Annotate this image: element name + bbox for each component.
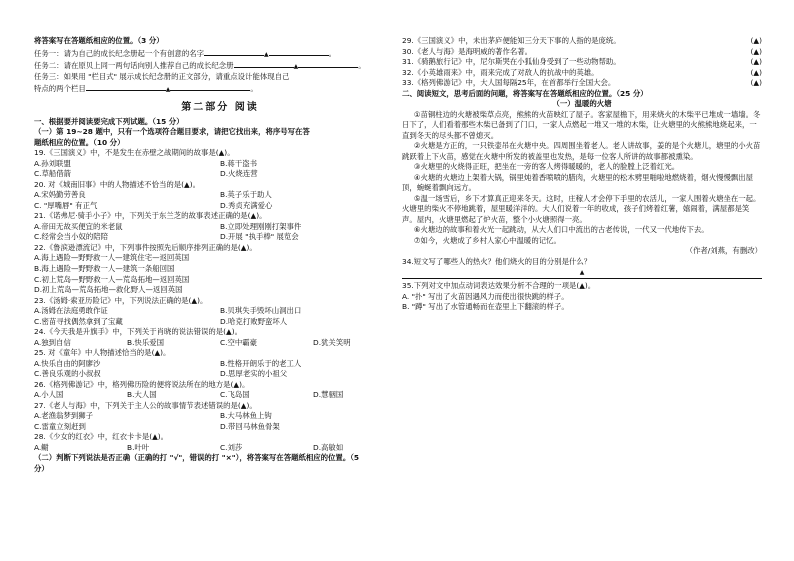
question-23: 23.《汤姆·索亚历险记》中，下列说法正确的是(▲)。 <box>34 295 208 305</box>
right-column <box>402 36 762 313</box>
article-paragraph-2: ②火塘是方正的，一只铁壶吊在火塘中央。四周围坐着老人。老人讲故事，姜的是个火塘儿，塘里的小火苗跳跃着上下火苗，感觉在火塘中所发的被盖里也发热，是每一位客人所讲的故事都被熏染。 <box>402 141 761 161</box>
q22-option-a: A.海上遇险—野野救一人—建筑住宅—返回英国 <box>34 253 190 263</box>
answer-blank <box>204 47 264 56</box>
q21-options-2: C.经常会当小奴的陪陪 D.开展 "执手棒" 展览会 <box>34 232 299 242</box>
article-paragraph-5: ⑤温一场雪后，乡下才算真正迎来冬天。这时，庄稼人才会停下手里的农活儿，一家人围着火塘坐在一起。火塘里的柴火不停地跳着，屋里暖洋洋的。大人们说着一年的收成，孩子们烤着红薯，嬉闹着，满屋都是笑声。屋内，火塘里燃起了炉火苗，整个小火塘照得一亮。 <box>402 193 761 224</box>
article-title: （一）温暖的火塘 <box>552 99 612 109</box>
subsection-2-heading-cont: 分） <box>34 463 49 473</box>
question-29: 29.《三国演义》中，未出茅庐便能知三分天下事的人指的是庞统。 (▲) <box>402 36 762 45</box>
q27-options-2: C.雷童立刻赶到 D.带回马林鱼骨架 <box>34 421 280 431</box>
task-1: 任务一：请为自己的成长纪念册起一个有创意的名字 ▲ 。 <box>34 48 337 58</box>
question-21: 21.《诺弗尼·骑手小子》中，下列关于东兰芝的故事表述正确的是(▲)。 <box>34 211 267 221</box>
question-19: 19.《三国演义》中，不是发生在赤壁之战期间的故事是(▲)。 <box>34 148 235 158</box>
article-paragraph-4: ④火塘的火塘边上架着大锅，锅里炖着香喷喷的腊肉，火塘里的松木劈里啪啦地燃烧着，烟火慢慢飘出屋顶，蜿蜒着飘向远方。 <box>402 172 754 193</box>
task-3-line-2: 特点的两个栏目 ▲ 。 <box>34 84 258 94</box>
question-28: 28.《少女的红衣》中，红衣卡卡是(▲)。 <box>34 432 169 442</box>
q22-option-b: B.海上遇险—野野救一人—建筑一条船回国 <box>34 263 175 273</box>
q21-options: A.帝田无故买便宜的米老鼠 B.立即处理刚刚打架事件 <box>34 221 302 231</box>
task-2: 任务二：请在原贝上同一两句话向别人推荐自己的成长纪念册 ▲ 。 <box>34 61 366 71</box>
question-27: 27.《老人与海》中，下列关于主人公的故事情节表述错误的是(▲)。 <box>34 400 257 410</box>
q23-options: A.汤姆在法庭勇敢作证 B.贝琪失手毁坏山洞出口 <box>34 306 302 316</box>
q35-option-a: A. "扑" 写出了火苗因遇风力而使出很快跳的样子。 <box>402 291 569 301</box>
q19-options-2: C.草船借箭 D.火烧连营 <box>34 169 258 179</box>
q23-options-2: C.密苗寻找偶然拿到了宝藏 D.哈克打败野蛮坏人 <box>34 316 288 326</box>
q26-options: A.小人国 B.大人国 C.飞岛国 D.慧骃国 <box>34 390 344 400</box>
subsection-1-heading-cont: 题纸相应的位置。（10 分） <box>34 137 125 147</box>
q20-options-2: C. "厚嘴唇" 有正气 D.秀贞充满爱心 <box>34 200 273 210</box>
q35-option-b: B. "蹲" 写出了水管通畅而在壶里上下翻滚的样子。 <box>402 302 569 312</box>
answer-blank <box>298 59 358 68</box>
question-25: 25. 对《童年》中人物描述恰当的是(▲)。 <box>34 348 171 358</box>
article-paragraph-3: ③火塘里的火烧得正旺，把坐在一旁的客人烤得暖暖的，老人的脸膛上泛着红光。 <box>413 162 680 172</box>
question-34: 34.短文写了哪些人的热火？他们烧火的目的分别是什么？ <box>402 256 592 266</box>
question-32: 32.《小英雄雨来》中，雨来完成了对敌人的抗战中的英雄。 (▲) <box>402 67 762 77</box>
question-26: 26.《格列佛游记》中，格列佛历险的便将说法所在的地方是(▲)。 <box>34 379 250 389</box>
q27-options: A.老渔翁梦到狮子 B.大马林鱼上钩 <box>34 411 272 421</box>
question-30: 30.《老人与海》是海明威的著作名著。 (▲) <box>402 46 762 56</box>
instruction-line: 将答案写在答题纸相应的位置。（3 分） <box>34 36 164 45</box>
subsection-1-heading: （一）第 19~28 题中，只有一个选项符合题目要求，请把它找出来，将序号写在答 <box>34 127 310 137</box>
q24-options: A.独到自信 B.快乐爱国 C.空中霸豪 D.犹关笑明 <box>34 337 351 347</box>
answer-blank <box>234 59 294 68</box>
question-31: 31.《骑鹅旅行记》中，尼尔斯哭在小狐仙身受到了一些动物帮助。 (▲) <box>402 57 762 67</box>
task-3-line-1: 任务三：如果用 "栏目式" 展示成长纪念册的正文部分，请重点设计能体现自己 <box>34 71 290 81</box>
article-credit: （作者/刘燕，有删改） <box>685 246 762 256</box>
left-column <box>34 36 406 474</box>
question-33: 33.《格列佛游记》中，大人国每隔25年，在首都举行全国大会。 (▲) <box>402 78 762 88</box>
question-22: 22.《鲁滨逊漂流记》中，下列事件按照先后顺序排列正确的是(▲)。 <box>34 242 257 252</box>
answer-blank <box>269 47 329 56</box>
section-1-heading: 一、根据要并阅读要完成下列试题。（15 分） <box>34 116 184 126</box>
answer-blank <box>86 82 166 91</box>
article-paragraph-7: ⑦如今，火塘成了乡村人家心中温暖的记忆。 <box>413 235 561 245</box>
q22-option-d: D.初上荒岛—荒岛拓地—救化野人—返回英国 <box>34 285 183 295</box>
q22-option-c: C.初上荒岛—野野救一人—荒岛拓地—返回英国 <box>34 274 190 284</box>
answer-blank <box>170 82 250 91</box>
answer-line: ▲ <box>402 269 762 279</box>
q28-options: A.鳚 B.叶叶 C.刘莎 D.高敏如 <box>34 442 344 452</box>
section-2-heading: 二、阅读短文，思考后面的问题，将答案写在答题纸相应的位置。（25 分） <box>402 88 648 98</box>
q20-options: A.宋妈勤劳善良 B.英子乐于助人 <box>34 190 272 200</box>
question-35: 35.下列对文中加点动词表达效果分析不合理的一项是(▲)。 <box>402 281 596 291</box>
question-20: 20. 对《城南旧事》中的人物描述不恰当的是(▲)。 <box>34 179 200 189</box>
article-paragraph-6: ⑥火塘边的故事和着火光一起跳动，从大人们口中流出的古老传说，一代又一代地传下去。 <box>413 225 709 235</box>
q25-options: A.快乐自由的阿廖沙 B.性格开朗乐于的老工人 <box>34 358 302 368</box>
part-two-title: 第二部分 阅读 <box>181 101 259 113</box>
q19-options: A.孙刘联盟 B.蒋干盗书 <box>34 158 257 168</box>
question-24: 24.《今天我是升旗手》中，下列关于肖晓的说法错误的是(▲)。 <box>34 327 242 337</box>
subsection-2-heading: （二）判断下列说法是否正确（正确的打 "√"，错误的打 "×"），将答案写在答题纸相应的位置。（5 <box>34 453 360 463</box>
article-paragraph-1: ①苗铜柱边的火塘被柴草点亮，熊熊的火苗映红了屋子。客家屋檐下，用来烧火的木柴平已堆成一墙墙。冬日下了，人们看着那些木柴已备到了门口，一家人点燃起一堆又一堆的木柴，让火塘里的火熊熊地烧起来，一直到冬天的尽头都不曾熄灭。 <box>402 109 761 140</box>
q25-options-2: C.善良乐观的小叔叔 D.思厚老实的小祖父 <box>34 369 288 379</box>
